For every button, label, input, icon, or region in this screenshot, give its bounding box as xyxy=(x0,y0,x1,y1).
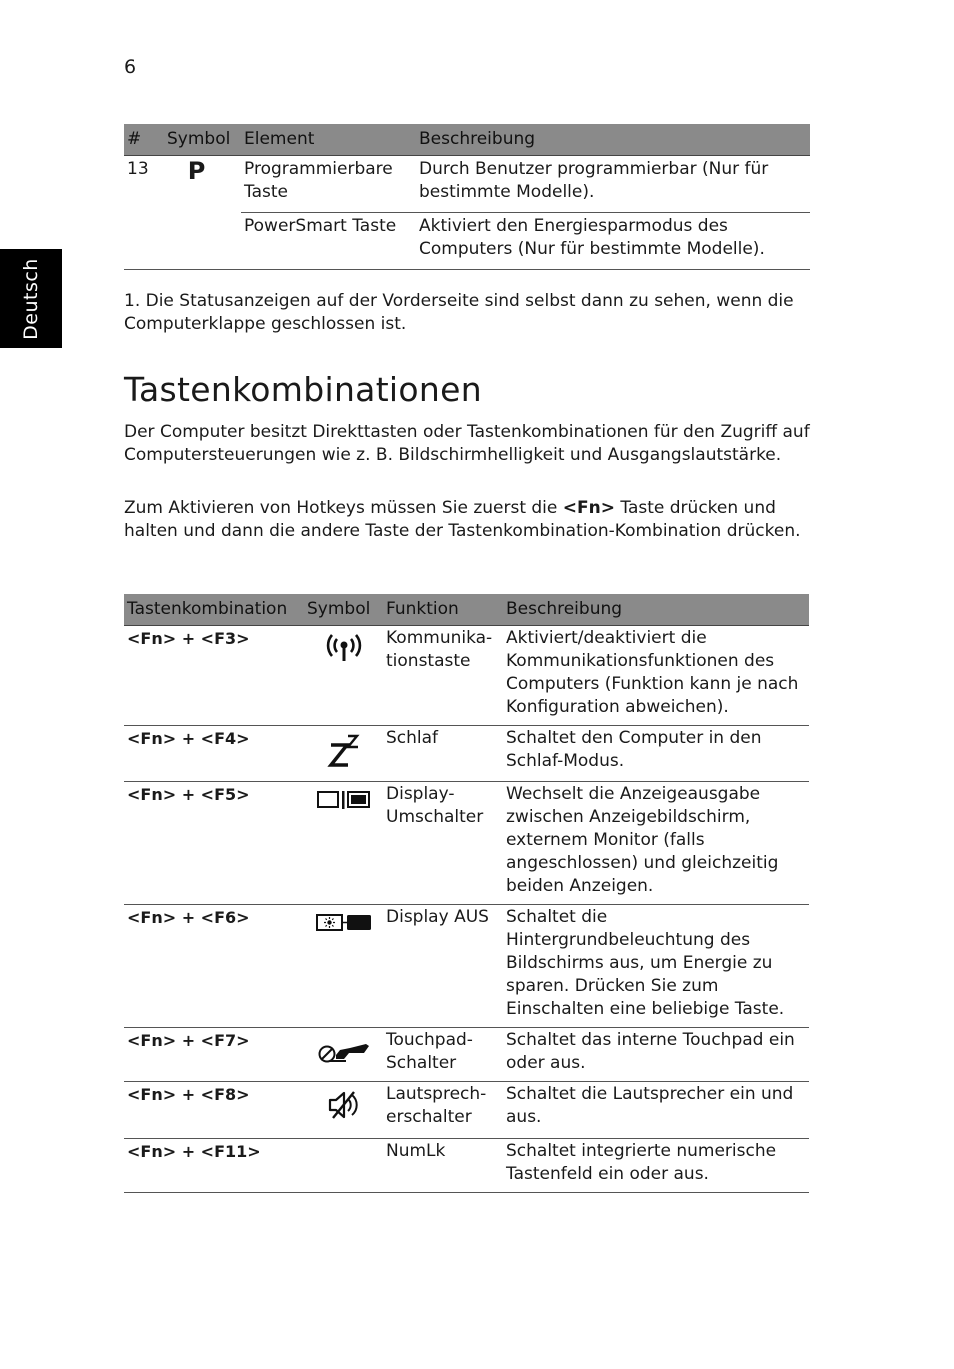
function-cell: Display- Umschalter xyxy=(383,782,503,905)
speaker-mute-icon xyxy=(324,1089,364,1121)
table-row xyxy=(124,1082,809,1139)
description-cell: Aktiviert den Energiesparmodus des Computers (Nur für bestimmte Modelle). xyxy=(416,213,810,270)
intro-paragraph: Der Computer besitzt Direkttasten oder Tastenkombinationen für den Zugriff auf Computersteuerungen wie z. B. Bildschirmhelligkeit und Ausgangslautstärke. xyxy=(124,422,810,465)
display-switch-icon xyxy=(316,789,372,811)
description-cell: Wechselt die Anzeigeausgabe zwischen Anzeigebildschirm, externem Monitor (falls angeschlossen) und gleichzeitig beiden Anzeigen. xyxy=(503,782,809,905)
key-cell: <Fn> + <F7> xyxy=(124,1028,304,1082)
header-key-combination: Tastenkombination xyxy=(124,594,304,626)
description-cell: Schaltet die Lautsprecher ein und aus. xyxy=(503,1082,809,1139)
display-off-icon xyxy=(315,912,373,934)
description-cell: Schaltet das interne Touchpad ein oder aus. xyxy=(503,1028,809,1082)
element-cell: Programmierbare Taste xyxy=(244,159,393,202)
touchpad-toggle-icon xyxy=(316,1035,372,1065)
page-number: 6 xyxy=(124,56,137,78)
header-function: Funktion xyxy=(383,594,503,626)
key-cell: <Fn> + <F3> xyxy=(124,626,304,726)
side-tab-label: Deutsch xyxy=(20,257,43,340)
header-description: Beschreibung xyxy=(503,594,809,626)
footnote: 1. Die Statusanzeigen auf der Vorderseite sind selbst dann zu sehen, wenn die Computerklappe geschlossen ist. xyxy=(124,291,794,334)
table-row xyxy=(124,156,810,213)
function-cell: Kommunika- tionstaste xyxy=(383,626,503,726)
language-side-tab xyxy=(0,249,62,348)
header-element: Element xyxy=(241,124,416,156)
description-cell: Schaltet integrierte numerische Tastenfeld ein oder aus. xyxy=(503,1139,809,1193)
function-cell: Display AUS xyxy=(383,905,503,1028)
key-cell: <Fn> + <F11> xyxy=(124,1139,304,1193)
key-cell: <Fn> + <F4> xyxy=(124,726,304,782)
p-key-icon: P xyxy=(164,156,241,270)
function-cell: Lautsprech- erschalter xyxy=(383,1082,503,1139)
table-row xyxy=(124,626,809,726)
table-header xyxy=(124,124,810,156)
element-cell: PowerSmart Taste xyxy=(241,213,416,270)
description-cell: Schaltet die Hintergrundbeleuchtung des Bildschirms aus, um Energie zu sparen. Drücken Sie zum Einschalten eine beliebige Taste. xyxy=(503,905,809,1028)
hotkey-paragraph: Zum Aktivieren von Hotkeys müssen Sie zuerst die <Fn> Taste drücken und halten und dann die andere Taste der Tastenkombination-Kombination drücken. xyxy=(124,498,801,541)
description-cell: Schaltet den Computer in den Schlaf-Modus. xyxy=(503,726,809,782)
sleep-icon xyxy=(327,733,361,769)
table-row xyxy=(124,1139,809,1193)
table-row xyxy=(124,1028,809,1082)
row-number: 13 xyxy=(124,156,164,270)
header-symbol: Symbol xyxy=(304,594,383,626)
key-cell: <Fn> + <F6> xyxy=(124,905,304,1028)
header-description: Beschreibung xyxy=(416,124,810,156)
wireless-icon xyxy=(324,633,364,665)
fn-key: <Fn> xyxy=(562,498,615,518)
symbol-cell-empty xyxy=(304,1139,383,1193)
table-row xyxy=(124,726,809,782)
table-header xyxy=(124,594,809,626)
key-cell: <Fn> + <F8> xyxy=(124,1082,304,1139)
description-cell: Durch Benutzer programmierbar (Nur für bestimmte Modelle). xyxy=(419,159,769,202)
header-number: # xyxy=(124,124,164,156)
table-row xyxy=(124,905,809,1028)
function-cell: Touchpad- Schalter xyxy=(383,1028,503,1082)
key-cell: <Fn> + <F5> xyxy=(124,782,304,905)
function-cell: Schlaf xyxy=(383,726,503,782)
hotkeys-table xyxy=(124,594,809,1193)
table-row xyxy=(124,782,809,905)
description-cell: Aktiviert/deaktiviert die Kommunikationsfunktionen des Computers (Funktion kann je nach Konfiguration abweichen). xyxy=(503,626,809,726)
function-cell: NumLk xyxy=(383,1139,503,1193)
buttons-table xyxy=(124,124,810,270)
header-symbol: Symbol xyxy=(164,124,241,156)
section-heading: Tastenkombinationen xyxy=(124,370,482,409)
